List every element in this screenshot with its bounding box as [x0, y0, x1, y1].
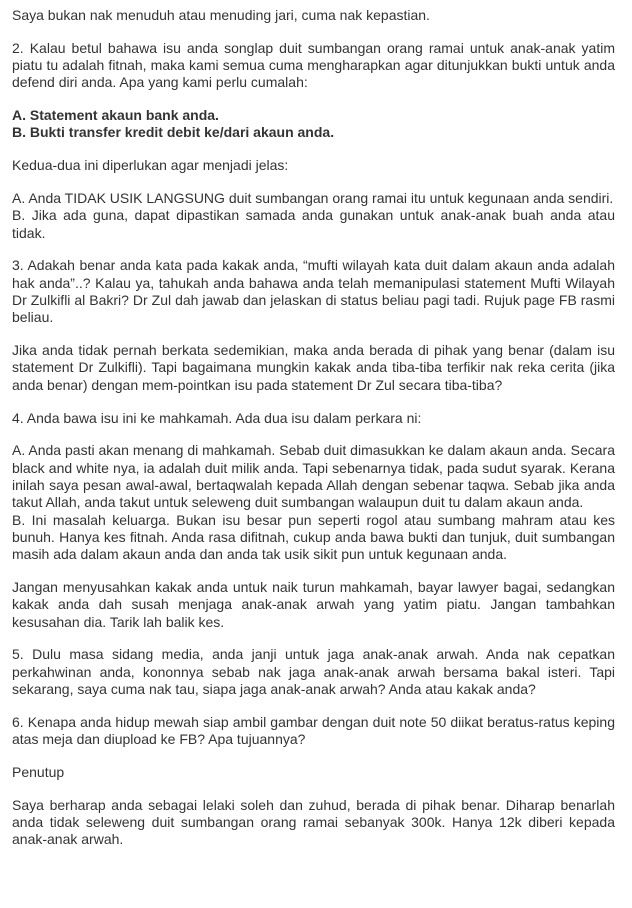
- paragraph-point-6: [12, 714, 615, 749]
- request-item-a: A. Statement akaun bank anda.: [12, 107, 219, 124]
- paragraph-line: 4. Anda bawa isu ini ke mahkamah. Ada dua isu dalam perkara ni:: [12, 409, 422, 426]
- paragraph-line: 3. Adakah benar anda kata pada kakak anda, “mufti wilayah kata duit dalam akaun anda adalah hak anda”..? Kalau ya, tahukah anda bahawa anda telah memanipulasi statement Mufti Wilayah Dr Zulkifli al Bakri? Dr Zul dah jawab dan jelaskan di status beliau pagi tadi. Rujuk page FB rasmi beliau.: [12, 257, 615, 326]
- paragraph-line: Penutup: [12, 763, 65, 780]
- paragraph-point-4-advice: [12, 579, 615, 631]
- paragraph-line: 5. Dulu masa sidang media, anda janji untuk jaga anak-anak arwah. Anda nak cepatkan perkahwinan anda, kononnya sebab nak jaga anak-anak arwah bersama bakal isteri. Tapi sekarang, saya cuma nak tau, siapa jaga anak-anak arwah? Anda atau kakak anda?: [12, 646, 615, 697]
- request-item-b: B. Bukti transfer kredit debit ke/dari akaun anda.: [12, 124, 335, 141]
- paragraph-point-5: [12, 646, 615, 698]
- paragraph-reasons: [12, 190, 615, 242]
- paragraph-point-2: [12, 40, 615, 92]
- paragraph-line: Saya bukan nak menuduh atau menuding jari, cuma nak kepastian.: [12, 7, 430, 23]
- reason-item-a: A. Anda TIDAK USIK LANGSUNG duit sumbangan orang ramai itu untuk kegunaan anda sendiri.: [12, 190, 614, 207]
- paragraph-point-3-followup: [12, 342, 615, 394]
- paragraph-closing: [12, 797, 615, 849]
- paragraph-line: Jangan menyusahkan kakak anda untuk naik turun mahkamah, bayar lawyer bagai, sedangkan kakak anda dah susah menjaga anak-anak arwah yang yatim piatu. Jangan tambahkan kesusahan dia. Tarik lah balik kes.: [12, 578, 615, 630]
- paragraph-line: 2. Kalau betul bahawa isu anda songlap duit sumbangan orang ramai untuk anak-anak yatim piatu tu adalah fitnah, maka kami semua cuma mengharapkan agar ditunjukkan bukti untuk anda defend diri anda. Apa yang kami perlu cumalah:: [12, 39, 615, 91]
- paragraph-requests: [12, 107, 615, 142]
- paragraph-court-issues: [12, 442, 615, 563]
- court-issue-b: B. Ini masalah keluarga. Bukan isu besar pun seperti rogol atau sumbang mahram atau kes bunuh. Hanya kes fitnah. Anda rasa difitnah, cukup anda bawa bukti dan tunjuk, duit sumbangan masih ada dalam akaun anda dan anda tak usik sikit pun untuk kegunaan anda.: [12, 511, 615, 563]
- paragraph-intro: [12, 7, 615, 24]
- paragraph-line: Saya berharap anda sebagai lelaki soleh dan zuhud, berada di pihak benar. Diharap benarlah anda tidak seleweng duit sumbangan orang ramai sebanyak 300k. Hanya 12k diberi kepada anak-anak arwah.: [12, 796, 615, 848]
- paragraph-point-4: [12, 410, 615, 427]
- paragraph-line: Kedua-dua ini diperlukan agar menjadi jelas:: [12, 157, 289, 174]
- paragraph-line: 6. Kenapa anda hidup mewah siap ambil gambar dengan duit note 50 diikat beratus-ratus keping atas meja dan diupload ke FB? Apa tujuannya?: [12, 713, 615, 747]
- paragraph-line: Jika anda tidak pernah berkata sedemikian, maka anda berada di pihak yang benar (dalam isu statement Dr Zulkifli). Tapi bagaimana mungkin kakak anda tiba-tiba terfikir nak reka cerita (jika anda benar) dengan mem-pointkan isu pada statement Dr Zul secara tiba-tiba?: [12, 342, 615, 393]
- section-heading-closing: [12, 764, 615, 781]
- court-issue-a: A. Anda pasti akan menang di mahkamah. Sebab duit dimasukkan ke dalam akaun anda. Secara black and white nya, ia adalah duit milik anda. Tapi sebenarnya tidak, pada sudut syarak. Kerana inilah saya pesan awal-awal, bertaqwalah kepada Allah dengan sebenar taqwa. Sebab jika anda takut Allah, anda takut untuk seleweng duit sumbangan walaupun duit tu dalam akaun anda.: [12, 442, 615, 511]
- paragraph-reason-intro: [12, 157, 615, 174]
- paragraph-point-3: [12, 257, 615, 326]
- reason-item-b: B. Jika ada guna, dapat dipastikan samada anda gunakan untuk anak-anak buah anda atau tidak.: [12, 207, 615, 241]
